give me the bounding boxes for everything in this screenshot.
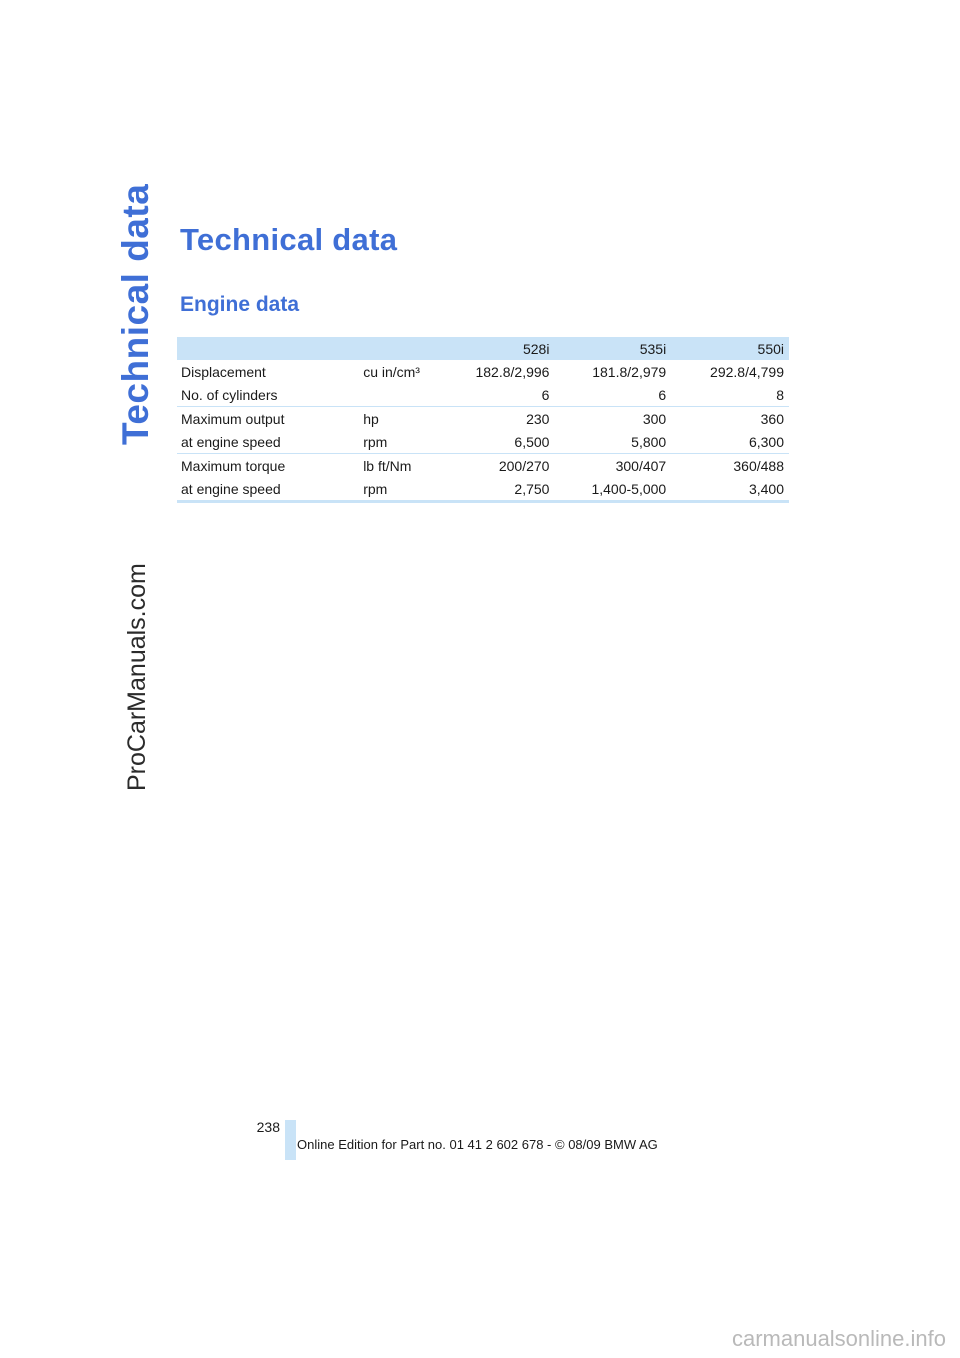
row-label: at engine speed (177, 477, 359, 502)
row-label: No. of cylinders (177, 383, 359, 407)
value-cell: 300 (642, 410, 667, 427)
row-unit (359, 383, 436, 407)
value-cell: 181.8/2,979 (592, 363, 667, 380)
footer-accent-bar (285, 1120, 296, 1160)
table-row (177, 477, 789, 502)
row-unit: hp (363, 410, 379, 427)
table-row (177, 360, 789, 383)
side-watermark: ProCarManuals.com (123, 563, 151, 791)
footer-edition-text: Online Edition for Part no. 01 41 2 602 678 - © 08/09 BMW AG (297, 1137, 658, 1152)
row-unit: rpm (359, 477, 436, 502)
row-label: Maximum output (181, 410, 285, 427)
table-header-cell (177, 337, 359, 360)
chapter-side-title: Technical data (115, 183, 156, 445)
table-row (177, 407, 789, 431)
table-row (177, 430, 789, 454)
page-number: 238 (256, 1119, 280, 1135)
row-label: Displacement (181, 363, 266, 380)
bottom-watermark: carmanualsonline.info (731, 1326, 946, 1351)
value-cell: 6 (554, 383, 671, 407)
value-cell: 8 (671, 383, 789, 407)
page-title: Technical data (180, 222, 398, 257)
value-cell: 1,400-5,000 (554, 477, 671, 502)
table-header-535i: 535i (639, 340, 667, 357)
table-header-cell (359, 337, 436, 360)
table-header-row (177, 337, 789, 360)
table-row (177, 383, 789, 407)
engine-data-table (177, 337, 789, 503)
row-unit: rpm (359, 430, 436, 454)
value-cell: 200/270 (498, 457, 550, 474)
value-cell: 6 (436, 383, 555, 407)
value-cell: 300/407 (615, 457, 667, 474)
table-row (177, 454, 789, 478)
value-cell: 360 (760, 410, 784, 427)
value-cell: 6,300 (671, 430, 789, 454)
value-cell: 182.8/2,996 (475, 363, 550, 380)
row-label: at engine speed (177, 430, 359, 454)
section-title: Engine data (180, 293, 300, 316)
row-unit: lb ft/Nm (363, 457, 412, 474)
value-cell: 230 (526, 410, 550, 427)
table-header-528i: 528i (522, 340, 550, 357)
value-cell: 360/488 (733, 457, 784, 474)
value-cell: 6,500 (436, 430, 555, 454)
value-cell: 292.8/4,799 (710, 363, 784, 380)
value-cell: 3,400 (671, 477, 789, 502)
row-unit: cu in/cm³ (363, 363, 420, 380)
value-cell: 2,750 (436, 477, 555, 502)
table-header-550i: 550i (757, 340, 784, 357)
row-label: Maximum torque (181, 457, 286, 474)
value-cell: 5,800 (554, 430, 671, 454)
